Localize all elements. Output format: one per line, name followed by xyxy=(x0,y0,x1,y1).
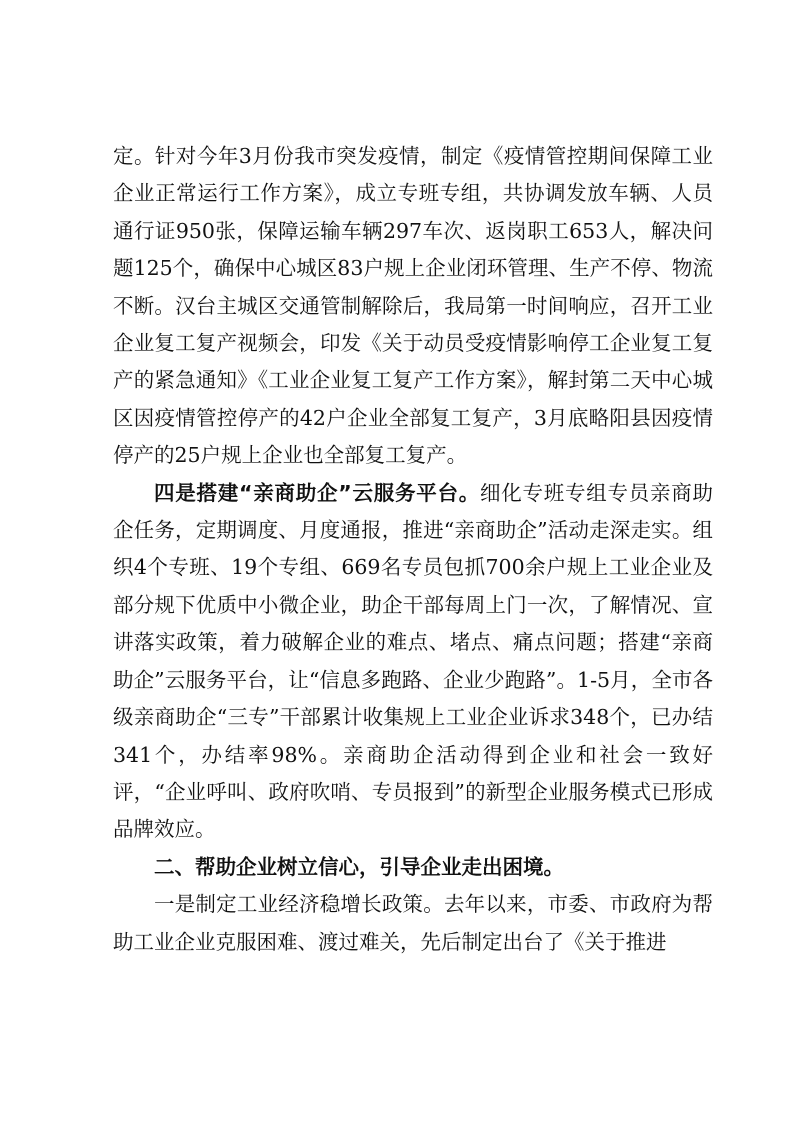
document-body xyxy=(113,138,713,961)
paragraph-lead: 四是搭建“亲商助企”云服务平台。 xyxy=(154,480,480,505)
paragraph-body: 细化专班专组专员亲商助企任务，定期调度、月度通报，推进“亲商助企”活动走深走实。组织4个专班、19个专组、669名专员包抓700余户规上工业企业及部分规下优质中小微企业，助企干部每周上门一次，了解情况、宣讲落实政策，着力破解企业的难点、堵点、痛点问题；搭建“亲商助企”云服务平台，让“信息多跑路、企业少跑路”。1-5月，全市各级亲商助企“三专”干部累计收集规上工业企业诉求348个，已办结341个，办结率98%。亲商助企活动得到企业和社会一致好评，“企业呼叫、政府吹哨、专员报到”的新型企业服务模式已形成品牌效应。 xyxy=(113,480,714,842)
section-heading: 二、帮助企业树立信心，引导企业走出困境。 xyxy=(154,854,564,879)
paragraph-continued: 定。针对今年3月份我市突发疫情，制定《疫情管控期间保障工业企业正常运行工作方案》，成立专班专组，共协调发放车辆、人员通行证950张，保障运输车辆297车次、返岗职工653人，解决问题125个，确保中心城区83户规上企业闭环管理、生产不停、物流不断。汉台主城区交通管制解除后，我局第一时间响应，召开工业企业复工复产视频会，印发《关于动员受疫情影响停工企业复工复产的紧急通知》《工业企业复工复产工作方案》，解封第二天中心城区因疫情管控停产的42户企业全部复工复产，3月底略阳县因疫情停产的25户规上企业也全部复工复产。 xyxy=(113,144,713,468)
paragraph-lead: 一是制定工业经济稳增长政策。 xyxy=(154,892,444,917)
paragraph-growth-policy xyxy=(113,886,713,961)
paragraph-cloud-platform xyxy=(113,475,713,849)
paragraph-body: 去年以来，市委、市政府为帮助工业企业克服困难、渡过难关，先后制定出台了《关于推进 xyxy=(113,892,714,954)
